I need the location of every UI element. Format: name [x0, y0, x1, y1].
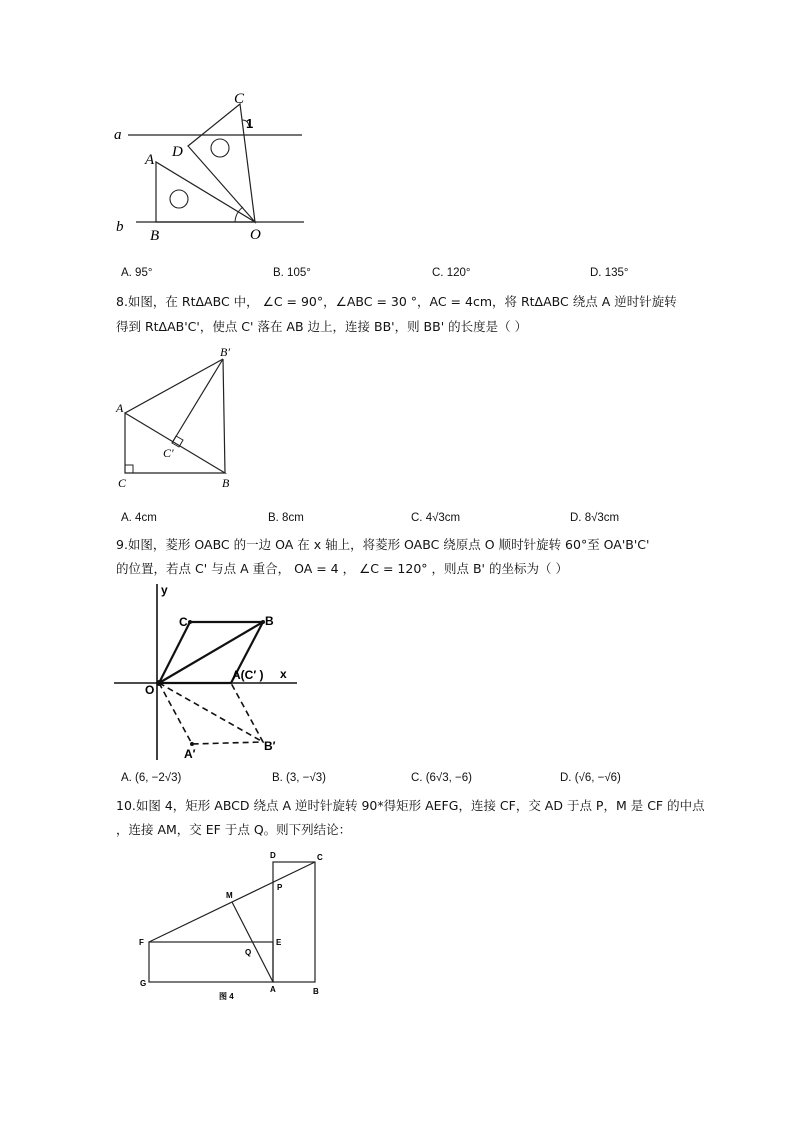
label-Q: Q: [245, 948, 252, 957]
point-C: [188, 620, 192, 624]
label-A: A: [145, 152, 155, 168]
segment-b-prime-c-prime: [172, 359, 223, 443]
question-10-line2: ，连接 AM，交 EF 于点 Q。则下列结论：: [116, 822, 352, 837]
rhombus-rotated: [159, 683, 263, 744]
label-A: A: [116, 401, 124, 415]
label-D: D: [270, 851, 276, 860]
label-F: F: [139, 938, 144, 947]
label-C: C: [317, 853, 323, 862]
label-B: B: [150, 228, 160, 244]
label-B-prime: B′: [264, 739, 276, 753]
label-G: G: [140, 979, 147, 988]
right-angle-mark: [125, 465, 133, 473]
label-O: O: [250, 227, 261, 243]
triangle-hole: [170, 190, 188, 208]
label-P: P: [277, 883, 283, 892]
label-b: b: [116, 219, 124, 235]
triangle-hole: [211, 139, 229, 157]
segment-ab-prime: [125, 359, 223, 413]
rectangle-aefg: [149, 942, 273, 982]
point-A-prime: [190, 742, 194, 746]
question-9-line1: 9.如图，菱形 OABC 的一边 OA 在 x 轴上，将菱形 OABC 绕原点 O 顺时针旋转 60°至 OA'B'C': [116, 537, 650, 552]
option-c[interactable]: C. (6√3, −6): [411, 772, 472, 784]
label-B: B: [313, 987, 319, 996]
label-B: B: [222, 476, 230, 490]
triangle-abc: [125, 413, 225, 473]
label-D: D: [172, 144, 183, 160]
triangle-cdo: [188, 104, 255, 222]
figure-caption: 图 4: [219, 992, 234, 1001]
label-angle-1: 1: [246, 116, 254, 131]
figure-q7: [108, 90, 318, 245]
option-c[interactable]: C. 4√3cm: [411, 512, 461, 524]
label-A-prime: A′: [184, 747, 196, 761]
option-b[interactable]: B. (3, −√3): [272, 772, 326, 784]
figure-q8: [108, 340, 248, 495]
label-C: C: [179, 615, 188, 629]
option-a[interactable]: A. 4cm: [121, 512, 157, 524]
option-d[interactable]: D. 135°: [590, 267, 629, 279]
option-c[interactable]: C. 120°: [432, 267, 471, 279]
figure-q10: [136, 848, 332, 1003]
question-10-line1: 10.如图 4，矩形 ABCD 绕点 A 逆时针旋转 90*得矩形 AEFG，连接 CF，交 AD 于点 P，M 是 CF 的中点: [116, 798, 705, 813]
triangle-abo: [156, 162, 255, 222]
label-a: a: [114, 127, 122, 143]
label-B-prime: B': [220, 345, 230, 359]
label-C-prime: C': [163, 446, 174, 460]
label-E: E: [276, 938, 282, 947]
option-a[interactable]: A. 95°: [121, 267, 153, 279]
label-C: C: [118, 476, 127, 490]
label-B: B: [265, 614, 274, 628]
label-x: x: [280, 667, 287, 681]
question-9-line2: 的位置，若点 C' 与点 A 重合， OA = 4 ， ∠C = 120° ，则点 B' 的坐标为（ ）: [116, 561, 568, 576]
option-b[interactable]: B. 8cm: [268, 512, 304, 524]
point-O: [156, 680, 162, 686]
label-M: M: [226, 891, 233, 900]
label-y: y: [161, 583, 168, 597]
label-A: A: [270, 985, 276, 994]
figure-q9: [112, 582, 302, 764]
label-O: O: [145, 683, 155, 697]
question-8-line2: 得到 RtΔAB'C'，使点 C' 落在 AB 边上，连接 BB'，则 BB' 的长度是（ ）: [116, 319, 528, 334]
option-d[interactable]: D. (√6, −√6): [560, 772, 621, 784]
segment-b-prime-b: [223, 359, 225, 473]
option-b[interactable]: B. 105°: [273, 267, 311, 279]
rectangle-abcd: [273, 862, 315, 982]
label-C: C: [234, 91, 245, 107]
label-A-C-prime: A(C′ ): [232, 668, 264, 682]
option-a[interactable]: A. (6, −2√3): [121, 772, 182, 784]
option-d[interactable]: D. 8√3cm: [570, 512, 620, 524]
question-8-line1: 8.如图，在 RtΔABC 中， ∠C = 90°，∠ABC = 30 °，AC = 4cm，将 RtΔABC 绕点 A 逆时针旋转: [116, 294, 677, 309]
